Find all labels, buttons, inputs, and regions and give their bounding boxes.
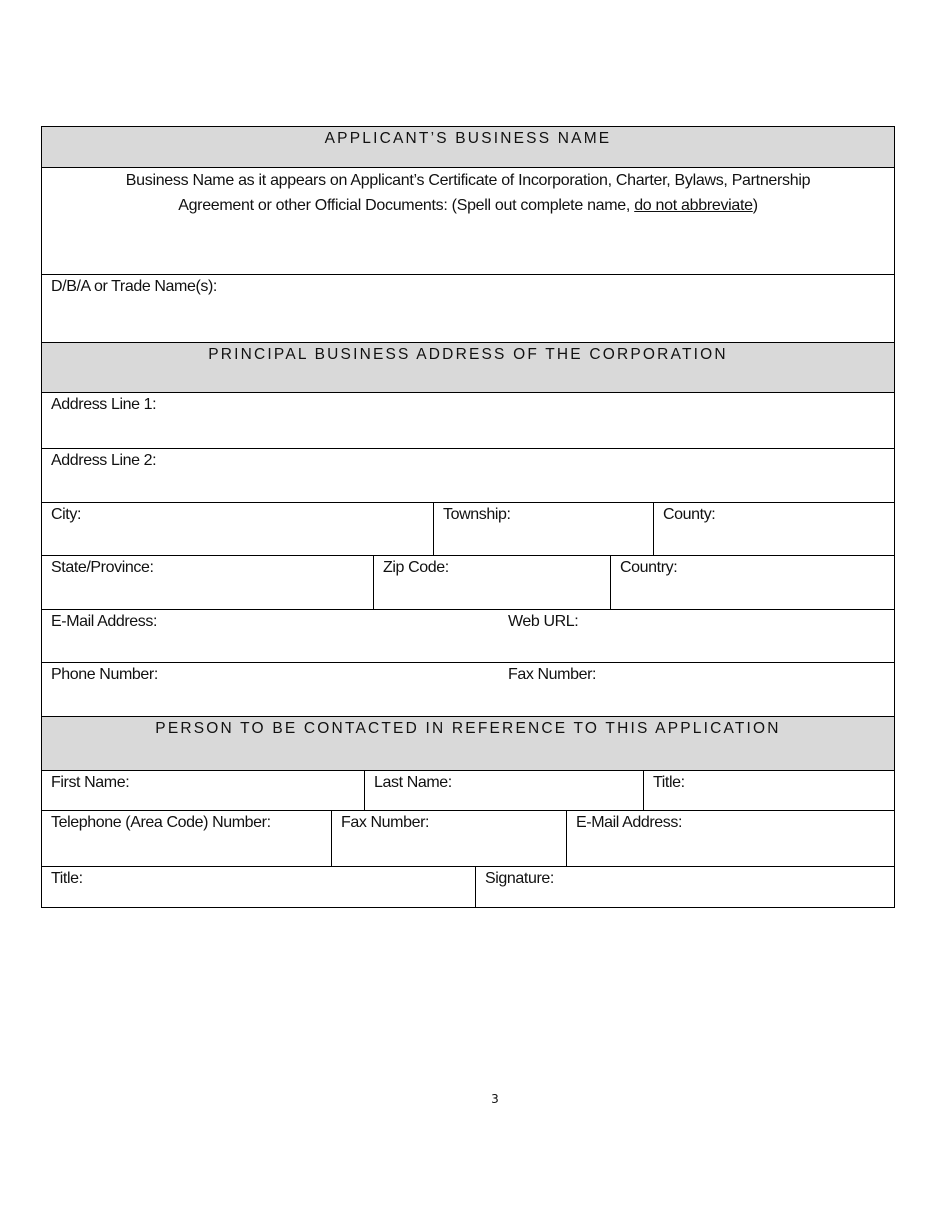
phone-number-field[interactable] (42, 663, 499, 716)
email-address-label: E-Mail Address: (51, 613, 158, 630)
application-form (41, 126, 895, 908)
fax-number-label: Fax Number: (508, 666, 597, 683)
state-province-label: State/Province: (51, 559, 154, 576)
section-title: PERSON TO BE CONTACTED IN REFERENCE TO THIS APPLICATION (155, 720, 781, 737)
last-name-field[interactable] (364, 771, 643, 810)
dba-label: D/B/A or Trade Name(s): (51, 278, 217, 295)
first-name-label: First Name: (51, 774, 130, 791)
county-field[interactable] (653, 503, 894, 555)
web-url-label: Web URL: (508, 613, 579, 630)
county-label: County: (663, 506, 716, 523)
contact-title-label: Title: (51, 870, 83, 887)
address-line-2-label: Address Line 2: (51, 452, 157, 469)
telephone-field[interactable] (42, 811, 331, 866)
business-name-field[interactable] (42, 168, 894, 275)
city-label: City: (51, 506, 82, 523)
city-field[interactable] (42, 503, 433, 555)
section-header-contact-person (42, 717, 894, 771)
city-township-county-row (42, 503, 894, 556)
instruction-line-1: Business Name as it appears on Applicant’s Certificate of Incorporation, Charter, Bylaws, Partnership (125, 172, 811, 189)
contact-fax-field[interactable] (331, 811, 566, 866)
country-field[interactable] (610, 556, 894, 609)
contact-title-field[interactable] (42, 867, 475, 907)
title-field[interactable] (643, 771, 894, 810)
fax-number-field[interactable] (499, 663, 894, 716)
telephone-fax-email-row (42, 811, 894, 867)
section-header-business-name (42, 127, 894, 168)
name-title-row (42, 771, 894, 811)
signature-label: Signature: (485, 870, 554, 887)
page-number: 3 (491, 1092, 499, 1106)
web-url-field[interactable] (499, 610, 894, 662)
section-title: PRINCIPAL BUSINESS ADDRESS OF THE CORPORATION (208, 346, 728, 363)
contact-fax-label: Fax Number: (341, 814, 430, 831)
address-line-1-label: Address Line 1: (51, 396, 157, 413)
township-label: Township: (443, 506, 511, 523)
state-zip-country-row (42, 556, 894, 610)
title-label: Title: (653, 774, 685, 791)
title-signature-row (42, 867, 894, 907)
address-line-1-field[interactable] (42, 393, 894, 449)
first-name-field[interactable] (42, 771, 364, 810)
section-title: APPLICANT’S BUSINESS NAME (324, 130, 612, 147)
telephone-label: Telephone (Area Code) Number: (51, 814, 271, 831)
dba-field[interactable] (42, 275, 894, 343)
signature-field[interactable] (475, 867, 894, 907)
state-province-field[interactable] (42, 556, 373, 609)
do-not-abbreviate-text: do not abbreviate (634, 197, 753, 214)
country-label: Country: (620, 559, 678, 576)
contact-email-label: E-Mail Address: (576, 814, 683, 831)
last-name-label: Last Name: (374, 774, 452, 791)
email-address-field[interactable] (42, 610, 499, 662)
section-header-principal-address (42, 343, 894, 393)
address-line-2-field[interactable] (42, 449, 894, 503)
email-web-row (42, 610, 894, 663)
contact-email-field[interactable] (566, 811, 894, 866)
township-field[interactable] (433, 503, 653, 555)
instruction-line-2: Agreement or other Official Documents: (Spell out complete name, do not abbreviate) (178, 197, 758, 214)
phone-fax-row (42, 663, 894, 717)
phone-number-label: Phone Number: (51, 666, 158, 683)
zip-code-field[interactable] (373, 556, 610, 609)
zip-code-label: Zip Code: (383, 559, 449, 576)
